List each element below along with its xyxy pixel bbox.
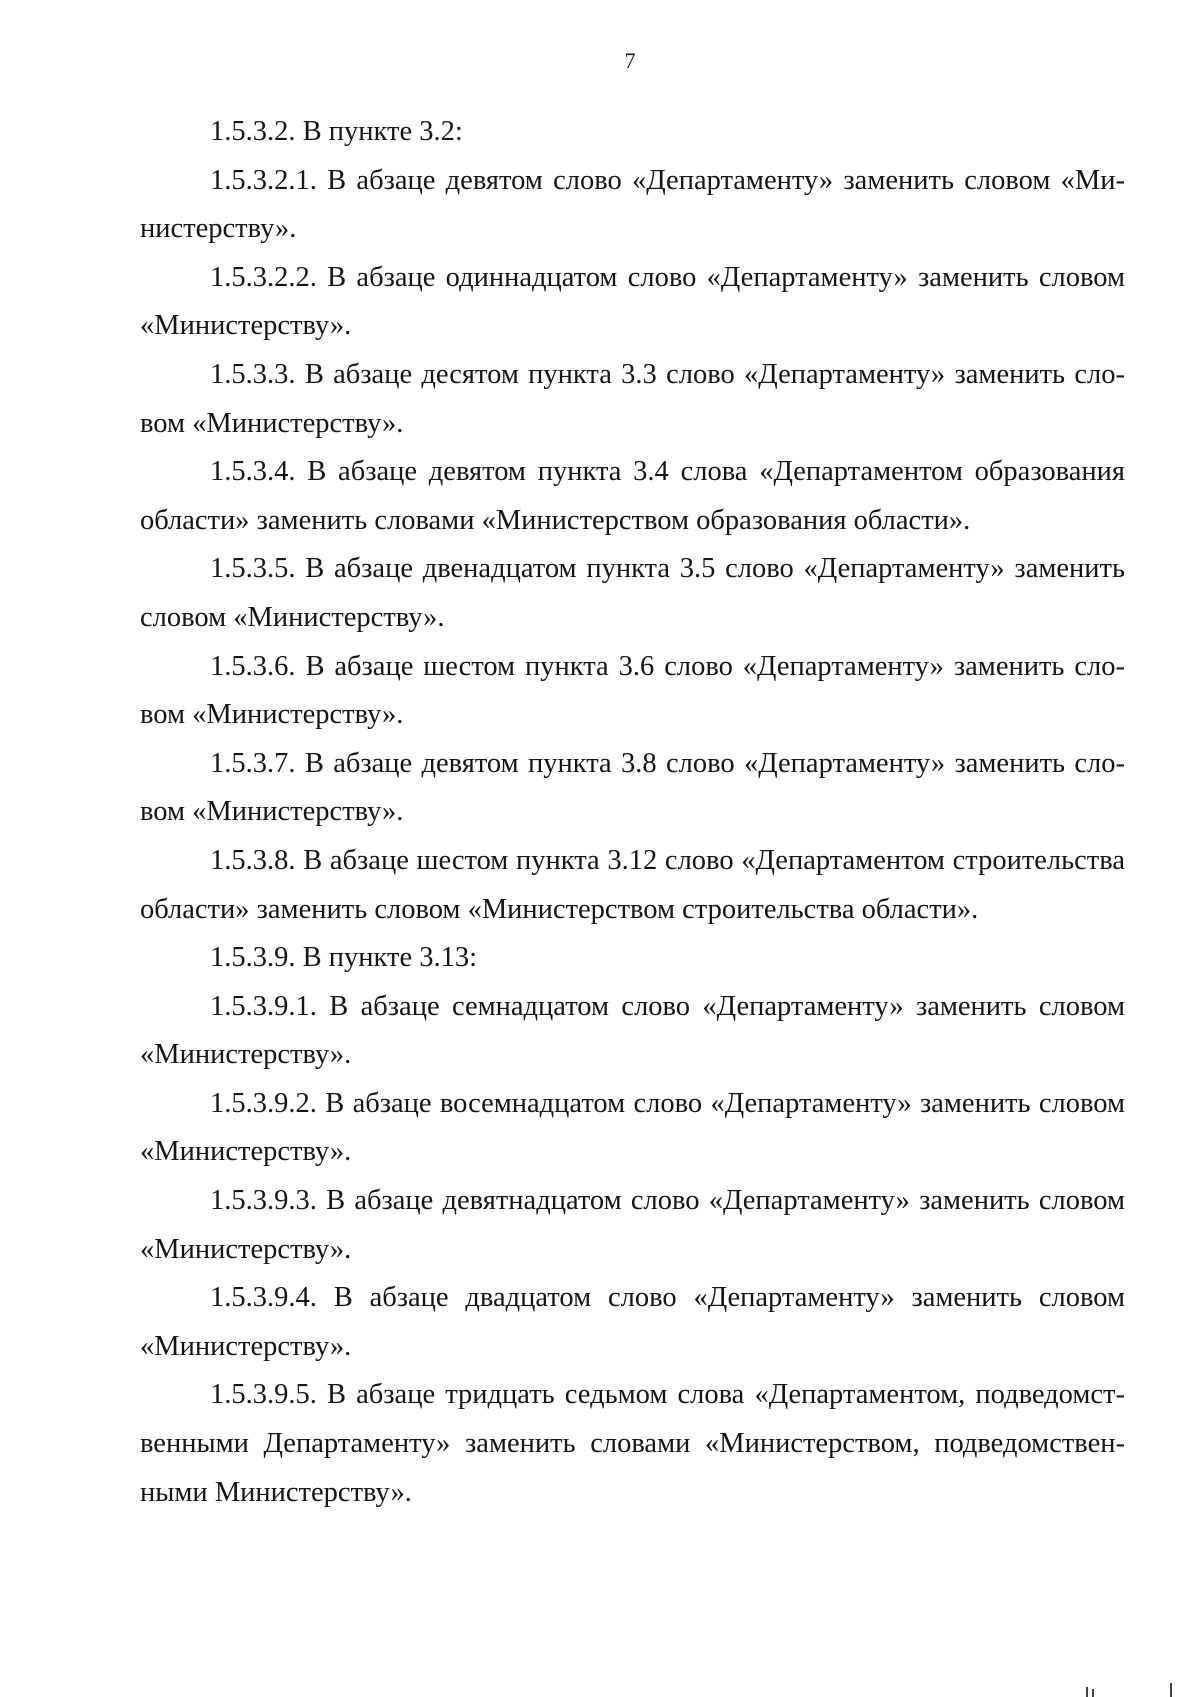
paragraph-1-5-3-9-1: 1.5.3.9.1. В абзаце семнадцатом слово «Департаменту» заменить словом «Министерству». — [140, 990, 1125, 1071]
paragraph-1-5-3-2-2: 1.5.3.2.2. В абзаце одиннадцатом слово «Департаменту» заменить словом «Министерству». — [140, 261, 1125, 342]
paragraph-1-5-3-8: 1.5.3.8. В абзаце шестом пункта 3.12 слово «Департаментом строительства области» заменить словом «Министерством строительства области». — [140, 844, 1125, 925]
paragraph-1-5-3-9-4: 1.5.3.9.4. В абзаце двадцатом слово «Департаменту» заменить словом «Министерству». — [140, 1282, 1125, 1362]
paragraph-1-5-3-9: 1.5.3.9. В пункте 3.13: — [210, 942, 478, 974]
scan-artifact-mark — [1086, 1687, 1088, 1697]
paragraph-1-5-3-9-3: 1.5.3.9.3. В абзаце девятнадцатом слово «Департаменту» заменить словом «Министерству». — [140, 1185, 1125, 1265]
document-body — [140, 108, 1125, 1517]
paragraph-1-5-3-6: 1.5.3.6. В абзаце шестом пункта 3.6 слово «Департаменту» заменить словом «Министерству». — [140, 650, 1125, 731]
paragraph-1-5-3-4: 1.5.3.4. В абзаце девятом пункта 3.4 слова «Департаментом образования области» заменить словами «Министерством образования области». — [140, 456, 1125, 536]
paragraph-1-5-3-9-2: 1.5.3.9.2. В абзаце восемнадцатом слово «Департаменту» заменить словом «Министерству». — [140, 1087, 1125, 1168]
paragraph-1-5-3-9-5: 1.5.3.9.5. В абзаце тридцать седьмом слова «Департаментом, подведомственными Департаменту» заменить словами «Министерством, подведомственными Министерству». — [140, 1379, 1125, 1508]
scan-artifact-mark — [1092, 1689, 1094, 1697]
paragraph-1-5-3-3: 1.5.3.3. В абзаце десятом пункта 3.3 слово «Департаменту» заменить словом «Министерству». — [140, 358, 1125, 439]
paragraph-1-5-3-2-1: 1.5.3.2.1. В абзаце девятом слово «Департаменту» заменить словом «Министерству». — [140, 164, 1125, 245]
scan-artifact-mark — [1170, 1683, 1172, 1697]
page-number: 7 — [624, 48, 636, 73]
paragraph-1-5-3-5: 1.5.3.5. В абзаце двенадцатом пункта 3.5 слово «Департаменту» заменить словом «Министерству». — [140, 553, 1125, 633]
paragraph-1-5-3-7: 1.5.3.7. В абзаце девятом пункта 3.8 слово «Департаменту» заменить словом «Министерству». — [140, 747, 1125, 828]
paragraph-1-5-3-2: 1.5.3.2. В пункте 3.2: — [210, 116, 463, 147]
